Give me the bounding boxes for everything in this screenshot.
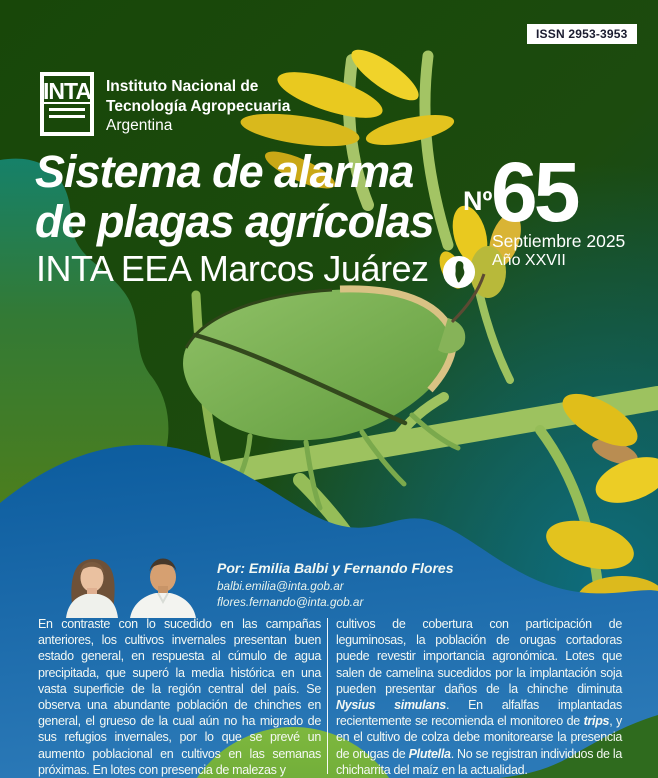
author-credit: Por: Emilia Balbi y Fernando Flores — [217, 560, 454, 576]
station-name-row — [36, 248, 476, 290]
inta-logo-bar — [49, 115, 85, 118]
author-email-1: balbi.emilia@inta.gob.ar — [217, 579, 344, 593]
station-name: INTA EEA Marcos Juárez — [36, 248, 429, 289]
argentina-map-location-icon — [442, 255, 476, 289]
issue-number: 65 — [491, 145, 577, 239]
issue-number-prefix: Nº — [463, 186, 493, 216]
title-line2: de plagas agrícolas — [35, 196, 434, 247]
author-email-2: flores.fernando@inta.gob.ar — [217, 594, 364, 609]
page-title — [35, 147, 434, 247]
institution-country: Argentina — [106, 117, 173, 134]
institution-line1: Instituto Nacional de — [106, 78, 259, 95]
issn-badge: ISSN 2953-3953 — [527, 24, 637, 44]
inta-logo — [40, 72, 94, 136]
issue-month: Septiembre 2025 — [492, 231, 626, 251]
body-column-1: En contraste con lo sucedido en las campañas anteriores, los cultivos invernales presentan buen estado general, en respuesta al cúmulo de agua precipitada, que superó la media histórica en una vasta superficie de la región central del país. Se observa una abundante población de chinches en general, el grueso de la cual aún no ha migrado de sus refugios invernales, por lo que se prevé un aumento poblacional en cultivos en las semanas próximas. En lotes con presencia de malezas y — [38, 617, 321, 777]
institution-line2: Tecnología Agropecuaria — [106, 97, 291, 115]
body-column-2: cultivos de cobertura con participación de leguminosas, la población de orugas cortadoras puede revestir importancia agronómica. Lotes que salen de camelina sucedidos por la implantación soja pueden presentar daños de la chinche diminuta Nysius simulans. En alfalfas implantadas recientemente se recomienda el monitoreo de trips, y en el cultivo de colza debe monitorearse la presencia de orugas de Plutella. No se registran individuos de la chicharrita del maíz en la actualidad. — [336, 617, 623, 777]
inta-logo-acronym: INTA — [43, 78, 91, 104]
author-photo-fernando-flores — [120, 552, 206, 618]
issue-year: Año XXVII — [492, 252, 566, 269]
author-photo-emilia-balbi — [54, 552, 130, 618]
column-divider — [327, 618, 328, 774]
title-line1: Sistema de alarma — [35, 146, 414, 197]
inta-logo-bar — [49, 108, 85, 111]
author-credit-block — [217, 560, 454, 610]
body-text — [38, 616, 622, 778]
author-photos — [54, 552, 214, 618]
institution-name — [106, 77, 290, 136]
